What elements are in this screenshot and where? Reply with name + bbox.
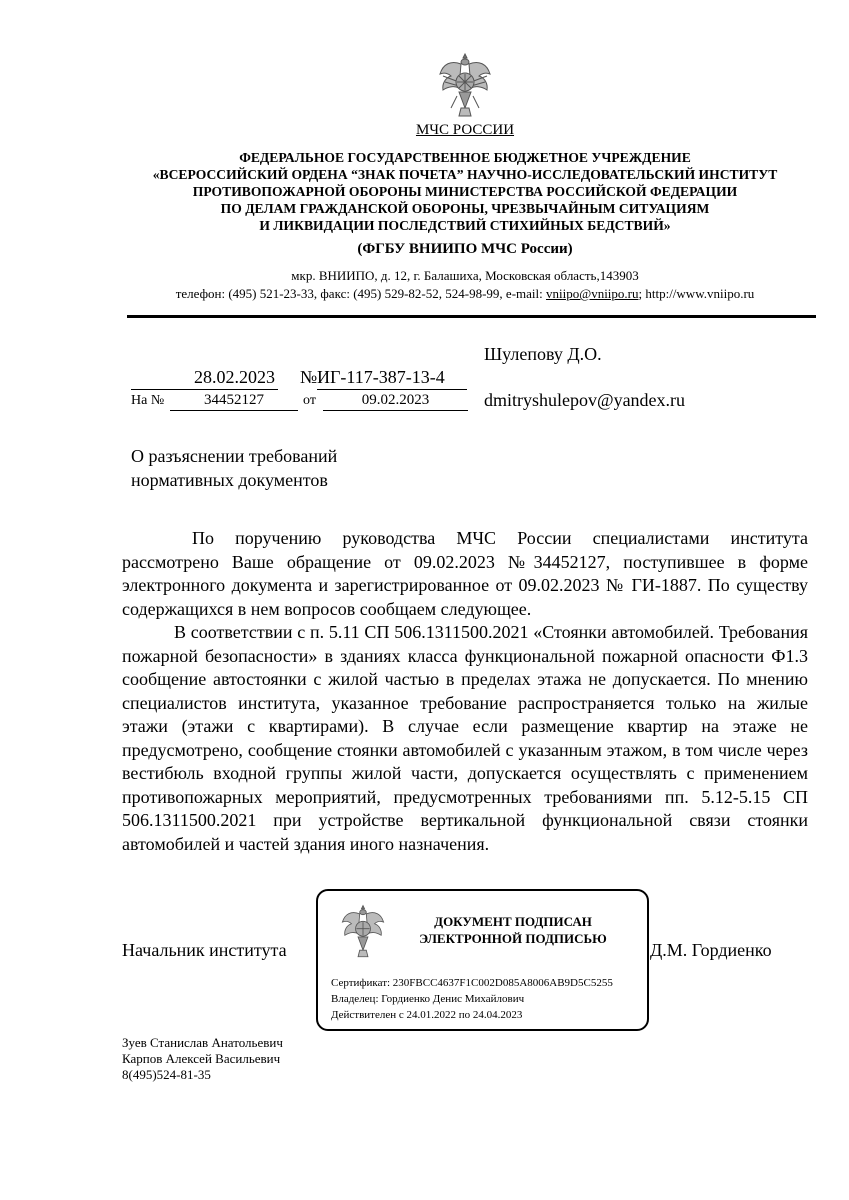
- org-line: ПРОТИВОПОЖАРНОЙ ОБОРОНЫ МИНИСТЕРСТВА РОССИЙСКОЙ ФЕДЕРАЦИИ: [192, 184, 738, 199]
- org-line: «ВСЕРОССИЙСКИЙ ОРДЕНА “ЗНАК ПОЧЕТА” НАУЧНО-ИССЛЕДОВАТЕЛЬСКИЙ ИНСТИТУТ: [152, 167, 778, 182]
- outgoing-date: 28.02.2023: [131, 367, 278, 390]
- outgoing-number: ИГ-117-387-13-4: [317, 367, 467, 390]
- electronic-signature-stamp: [316, 889, 649, 1031]
- email-link[interactable]: vniipo@vniipo.ru: [546, 286, 639, 301]
- from-label: от: [303, 393, 316, 408]
- in-reply-date: 09.02.2023: [323, 392, 468, 411]
- contacts-suffix: ; http://www.vniipo.ru: [638, 286, 755, 301]
- executor-name: Зуев Станислав Анатольевич: [122, 1035, 283, 1050]
- signatory-name: Д.М. Гордиенко: [650, 940, 772, 960]
- organization-contacts: [0, 286, 849, 302]
- organization-full-name: [0, 149, 849, 234]
- org-line: И ЛИКВИДАЦИИ ПОСЛЕДСТВИЙ СТИХИЙНЫХ БЕДСТВИЙ»: [259, 218, 671, 233]
- signatory-title: Начальник института: [122, 940, 287, 960]
- executor-phone: 8(495)524-81-35: [122, 1067, 211, 1082]
- mchs-emblem-icon: [437, 46, 493, 126]
- organization-address: мкр. ВНИИПО, д. 12, г. Балашиха, Московская область,143903: [291, 268, 639, 283]
- in-reply-number: 34452127: [170, 392, 298, 411]
- stamp-heading: [398, 913, 628, 947]
- org-line: ПО ДЕЛАМ ГРАЖДАНСКОЙ ОБОРОНЫ, ЧРЕЗВЫЧАЙНЫМ СИТУАЦИЯМ: [220, 201, 710, 216]
- recipient-email: dmitryshulepov@yandex.ru: [484, 390, 686, 410]
- number-label: №: [300, 367, 318, 387]
- organization-short-name: (ФГБУ ВНИИПО МЧС России): [357, 241, 573, 257]
- subject-line: О разъяснении требований: [131, 446, 338, 466]
- letter-subject: [131, 444, 431, 492]
- contacts-prefix: телефон: (495) 521-23-33, факс: (495) 529-82-52, 524-98-99, e-mail:: [175, 286, 546, 301]
- stamp-validity: Действителен с 24.01.2022 по 24.04.2023: [331, 1009, 523, 1021]
- ministry-name: МЧС РОССИИ: [415, 122, 515, 138]
- executor-name: Карпов Алексей Васильевич: [122, 1051, 281, 1066]
- letter-body: [122, 527, 808, 856]
- stamp-owner: Владелец: Гордиенко Денис Михайлович: [331, 993, 525, 1005]
- org-line: ФЕДЕРАЛЬНОЕ ГОСУДАРСТВЕННОЕ БЮДЖЕТНОЕ УЧРЕЖДЕНИЕ: [239, 150, 691, 165]
- stamp-heading-line: ЭЛЕКТРОННОЙ ПОДПИСЬЮ: [419, 931, 607, 946]
- body-paragraph: По поручению руководства МЧС России специалистами института рассмотрено Ваше обращение от 09.02.2023 №34452127, поступившее в форме электронного документа и зарегистрированное от 09.02.2023 № ГИ-1887. По существу содержащихся в нем вопросов сообщаем следующее.: [122, 528, 808, 619]
- in-reply-label: На №: [131, 393, 165, 408]
- subject-line: нормативных документов: [131, 470, 328, 490]
- header-divider: [127, 315, 816, 318]
- stamp-heading-line: ДОКУМЕНТ ПОДПИСАН: [434, 914, 592, 929]
- stamp-certificate: Сертификат: 230FBCC4637F1C002D085A8006AB9D5C5255: [331, 977, 613, 989]
- mchs-emblem-icon: [338, 899, 388, 965]
- recipient-name: Шулепову Д.О.: [484, 344, 602, 364]
- body-paragraph: В соответствии с п. 5.11 СП 506.1311500.2021 «Стоянки автомобилей. Требования пожарной безопасности» в зданиях класса функциональной пожарной опасности Ф1.3 сообщение автостоянки с жилой частью в пределах этажа не допускается. По мнению специалистов института, указанное требование распространяется только на жилые этажи (этажи с квартирами). В случае если размещение квартир на этаже не предусмотрено, сообщение стоянки автомобилей с указанным этажом, в том числе через вестибюль входной группы жилой части, допускается осуществлять с применением противопожарных мероприятий, предусмотренных требованиями пп. 5.12-5.15 СП 506.1311500.2021 при устройстве вертикальной функциональной связи стоянки автомобилей и частей здания иного назначения.: [122, 622, 808, 854]
